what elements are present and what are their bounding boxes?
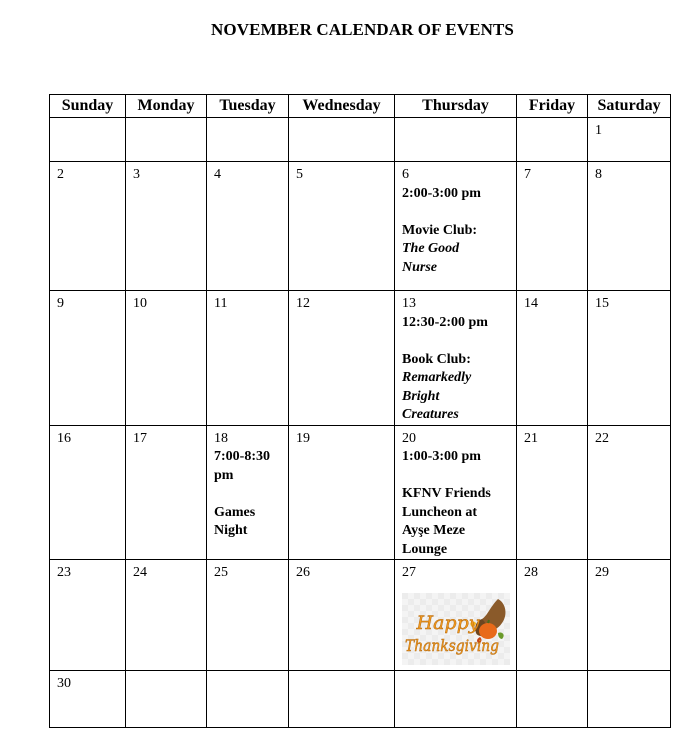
day-cell: [50, 560, 126, 671]
day-number: 22: [595, 430, 609, 446]
event-label: Book Club:: [402, 351, 471, 367]
weekday-header-row: [50, 95, 671, 118]
day-number: 30: [57, 676, 71, 691]
day-number: 21: [524, 430, 538, 446]
day-cell: [126, 291, 207, 426]
day-number: 2: [57, 167, 64, 182]
day-cell: [517, 162, 588, 291]
day-cell: [207, 671, 289, 728]
day-cell: [126, 671, 207, 728]
day-number: 20: [402, 430, 416, 446]
event-title-line: Remarkedly: [402, 370, 472, 385]
day-cell-nov6: [395, 162, 517, 291]
day-number: 12: [296, 296, 310, 311]
event-title-line: Creatures: [402, 407, 459, 422]
week-row-6: [50, 671, 671, 728]
day-cell: [588, 291, 671, 426]
calendar-table: [49, 94, 671, 728]
event-label-line: Luncheon at: [402, 504, 478, 520]
day-number: 28: [524, 565, 538, 580]
svg-text:Thanksgiving: Thanksgiving: [405, 635, 499, 655]
day-cell: [588, 118, 671, 162]
day-number: 16: [57, 430, 71, 446]
day-cell: [289, 291, 395, 426]
day-cell: [517, 671, 588, 728]
week-row-1: [50, 118, 671, 162]
header-monday: Monday: [126, 95, 207, 118]
day-cell: [289, 671, 395, 728]
day-number: 24: [133, 565, 147, 580]
week-row-5: [50, 560, 671, 671]
day-number: 7: [524, 167, 531, 182]
event-time-line: 7:00-8:30: [214, 449, 270, 464]
day-cell: [50, 162, 126, 291]
day-number: 26: [296, 565, 310, 580]
day-cell: [50, 291, 126, 426]
day-cell: [395, 118, 517, 162]
thanksgiving-cornucopia-icon: [402, 593, 510, 665]
day-cell: [588, 560, 671, 671]
day-cell: [50, 118, 126, 162]
day-cell: [588, 671, 671, 728]
day-number: 11: [214, 296, 228, 311]
day-number: 14: [524, 296, 538, 311]
day-cell-nov13: [395, 291, 517, 426]
header-friday: Friday: [517, 95, 588, 118]
event-label-line: Ayşe Meze: [402, 523, 466, 538]
event-label-line: KFNV Friends: [402, 486, 491, 501]
day-cell: [588, 162, 671, 291]
day-number: 17: [133, 430, 147, 446]
day-cell: [395, 671, 517, 728]
day-cell: [126, 560, 207, 671]
day-cell: [50, 425, 126, 560]
day-cell: [207, 291, 289, 426]
event-time: 12:30-2:00 pm: [402, 314, 488, 330]
event-label-line: Games: [214, 504, 256, 520]
day-number: 8: [595, 167, 602, 182]
day-cell: [289, 162, 395, 291]
event-time: 1:00-3:00 pm: [402, 449, 481, 464]
day-number: 29: [595, 565, 609, 580]
event-title-line: The Good: [402, 241, 460, 256]
day-number: 19: [296, 430, 310, 446]
page-title: NOVEMBER CALENDAR OF EVENTS: [211, 20, 514, 39]
day-number: 25: [214, 565, 228, 580]
event-label-line: Night: [214, 523, 248, 538]
happy-thanksgiving-image: [402, 593, 510, 665]
day-cell: [517, 560, 588, 671]
header-wednesday: Wednesday: [289, 95, 395, 118]
day-cell-nov27: [395, 560, 517, 671]
day-cell: [289, 560, 395, 671]
day-number: 15: [595, 296, 609, 311]
event-title-line: Bright: [402, 388, 440, 404]
event-time-line: pm: [214, 467, 234, 483]
week-row-3: [50, 291, 671, 426]
week-row-4: [50, 425, 671, 560]
day-cell: [126, 425, 207, 560]
event-label: Movie Club:: [402, 222, 478, 238]
day-number: 9: [57, 296, 64, 311]
day-cell: [126, 162, 207, 291]
day-number: 10: [133, 296, 147, 311]
day-number: 13: [402, 296, 416, 311]
day-cell: [126, 118, 207, 162]
day-number: 5: [296, 167, 303, 182]
day-cell: [517, 425, 588, 560]
day-cell-nov20: [395, 425, 517, 560]
week-row-2: [50, 162, 671, 291]
day-cell: [207, 162, 289, 291]
event-time: 2:00-3:00 pm: [402, 185, 481, 201]
svg-text:Happy: Happy: [416, 611, 480, 634]
day-cell: [289, 118, 395, 162]
day-cell: [517, 118, 588, 162]
day-cell: [517, 291, 588, 426]
day-cell-nov18: [207, 425, 289, 560]
day-cell: [207, 560, 289, 671]
day-number: 18: [214, 430, 228, 446]
day-cell: [207, 118, 289, 162]
day-number: 6: [402, 167, 409, 182]
day-number: 23: [57, 565, 71, 580]
header-thursday: Thursday: [395, 95, 517, 118]
day-cell: [289, 425, 395, 560]
header-saturday: Saturday: [588, 95, 671, 118]
event-title-line: Nurse: [402, 259, 438, 275]
day-number: 3: [133, 167, 140, 182]
day-cell: [50, 671, 126, 728]
day-number: 27: [402, 565, 416, 580]
day-cell: [588, 425, 671, 560]
day-number: 4: [214, 167, 221, 182]
day-number: 1: [595, 123, 602, 138]
event-label-line: Lounge: [402, 541, 448, 557]
header-sunday: Sunday: [50, 95, 126, 118]
header-tuesday: Tuesday: [207, 95, 289, 118]
